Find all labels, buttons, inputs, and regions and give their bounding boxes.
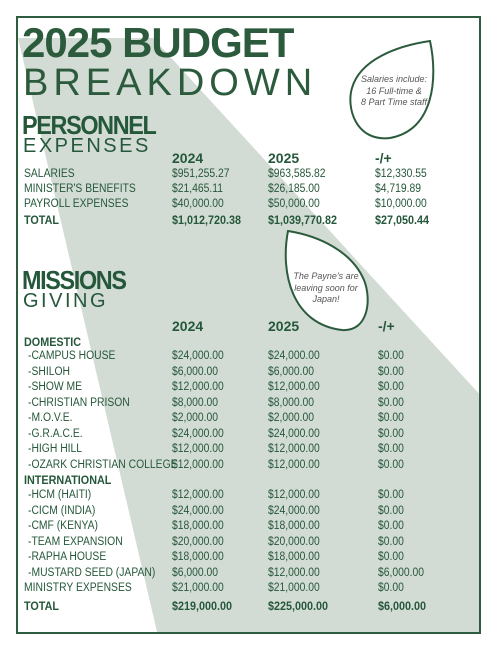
row-2024: $6,000.00: [172, 566, 219, 579]
row-diff: $0.00: [378, 582, 404, 594]
total-2024: $1,012,720.38: [172, 213, 242, 227]
title-line-1: 2025 BUDGET: [22, 19, 294, 66]
row-2024: $40,000.00: [172, 198, 224, 210]
row-label: -CMF (KENYA): [28, 520, 98, 532]
row-2025: $12,000.00: [268, 489, 320, 501]
international-heading: INTERNATIONAL: [24, 473, 112, 487]
domestic-heading: DOMESTIC: [24, 335, 82, 349]
row-label: -CICM (INDIA): [28, 504, 96, 517]
row-2025: $24,000.00: [268, 427, 320, 440]
row-label: -MUSTARD SEED (JAPAN): [28, 566, 156, 579]
row-label: -SHOW ME: [28, 381, 83, 393]
row-label: -G.R.A.C.E.: [28, 427, 83, 440]
row-diff: $0.00: [378, 396, 404, 409]
row-2024: $24,000.00: [172, 427, 224, 440]
total-2025: $1,039,770.82: [268, 213, 338, 227]
row-2025: $20,000.00: [268, 535, 320, 548]
row-diff: $0.00: [378, 520, 404, 532]
personnel-col-diff: -/+: [375, 150, 392, 166]
row-2025: $24,000.00: [268, 350, 320, 362]
row-diff: $0.00: [378, 350, 404, 362]
row-2025: $6,000.00: [268, 365, 315, 378]
row-label: MINISTRY EXPENSES: [24, 582, 132, 594]
row-2024: $12,000.00: [172, 443, 224, 455]
title-line-2: BREAKDOWN: [23, 62, 318, 104]
giving-subtitle: GIVING: [23, 290, 109, 312]
row-label: -HCM (HAITI): [28, 489, 92, 501]
payne-note: The Payne's are leaving soon for Japan!: [293, 271, 359, 305]
row-diff: $6,000.00: [378, 566, 425, 579]
row-2025: $12,000.00: [268, 458, 320, 471]
row-diff: $0.00: [378, 504, 404, 517]
row-2025: $50,000.00: [268, 198, 320, 210]
row-2024: $6,000.00: [172, 365, 219, 378]
row-label: -SHILOH: [28, 365, 70, 378]
row-2025: $12,000.00: [268, 443, 320, 455]
row-label: -CAMPUS HOUSE: [28, 350, 116, 362]
row-2024: $12,000.00: [172, 381, 224, 393]
row-diff: $0.00: [378, 443, 404, 455]
missions-total-2025: $225,000.00: [268, 599, 329, 613]
row-2025: $21,000.00: [268, 582, 320, 594]
personnel-col-2025: 2025: [268, 150, 300, 166]
row-label: -RAPHA HOUSE: [28, 551, 107, 563]
missions-col-2025: 2025: [268, 318, 300, 334]
row-diff: $0.00: [378, 365, 404, 378]
row-2025: $8,000.00: [268, 396, 315, 409]
row-label: -TEAM EXPANSION: [28, 535, 123, 548]
row-2025: $2,000.00: [268, 412, 315, 424]
row-label: MINISTER'S BENEFITS: [24, 183, 136, 195]
row-diff: $0.00: [378, 551, 404, 563]
missions-col-2024: 2024: [172, 318, 204, 334]
missions-col-diff: -/+: [378, 318, 395, 334]
row-2025: $18,000.00: [268, 551, 320, 563]
row-diff: $10,000.00: [375, 198, 427, 210]
row-2024: $24,000.00: [172, 504, 224, 517]
row-2024: $8,000.00: [172, 396, 219, 409]
row-2024: $21,000.00: [172, 582, 224, 594]
row-diff: $0.00: [378, 489, 404, 501]
row-diff: $0.00: [378, 412, 404, 424]
expenses-subtitle: EXPENSES: [23, 135, 151, 157]
row-2024: $18,000.00: [172, 551, 224, 563]
missions-total-2024: $219,000.00: [172, 599, 233, 613]
row-label: SALARIES: [24, 168, 75, 180]
row-2025: $26,185.00: [268, 183, 320, 195]
row-label: -M.O.V.E.: [28, 412, 73, 424]
row-diff: $0.00: [378, 381, 404, 393]
personnel-col-2024: 2024: [172, 150, 204, 166]
row-diff: $0.00: [378, 458, 404, 471]
row-2024: $951,255.27: [172, 168, 230, 180]
missions-title: MISSIONS: [22, 265, 126, 295]
row-label: -CHRISTIAN PRISON: [28, 396, 130, 409]
row-2024: $2,000.00: [172, 412, 219, 424]
row-2024: $12,000.00: [172, 489, 224, 501]
row-2024: $20,000.00: [172, 535, 224, 548]
row-2025: $24,000.00: [268, 504, 320, 517]
row-diff: $12,330.55: [375, 168, 427, 180]
row-2024: $12,000.00: [172, 458, 224, 471]
row-2024: $21,465.11: [172, 183, 224, 195]
row-2025: $963,585.82: [268, 168, 326, 180]
missions-total-diff: $6,000.00: [378, 599, 427, 613]
personnel-title: PERSONNEL: [22, 110, 156, 140]
row-diff: $0.00: [378, 535, 404, 548]
row-2025: $12,000.00: [268, 566, 320, 579]
total-label: TOTAL: [24, 213, 60, 227]
row-label: PAYROLL EXPENSES: [24, 198, 129, 210]
salaries-note: Salaries include: 16 Full-time & 8 Part Time staff: [360, 74, 428, 108]
row-2025: $18,000.00: [268, 520, 320, 532]
row-label: -OZARK CHRISTIAN COLLEGE: [28, 458, 178, 471]
row-diff: $0.00: [378, 427, 404, 440]
row-2025: $12,000.00: [268, 381, 320, 393]
row-2024: $18,000.00: [172, 520, 224, 532]
row-label: -HIGH HILL: [28, 443, 83, 455]
total-diff: $27,050.44: [375, 213, 430, 227]
row-diff: $4,719.89: [375, 183, 422, 195]
page-frame: [16, 16, 481, 634]
row-2024: $24,000.00: [172, 350, 224, 362]
missions-total-label: TOTAL: [24, 599, 60, 613]
